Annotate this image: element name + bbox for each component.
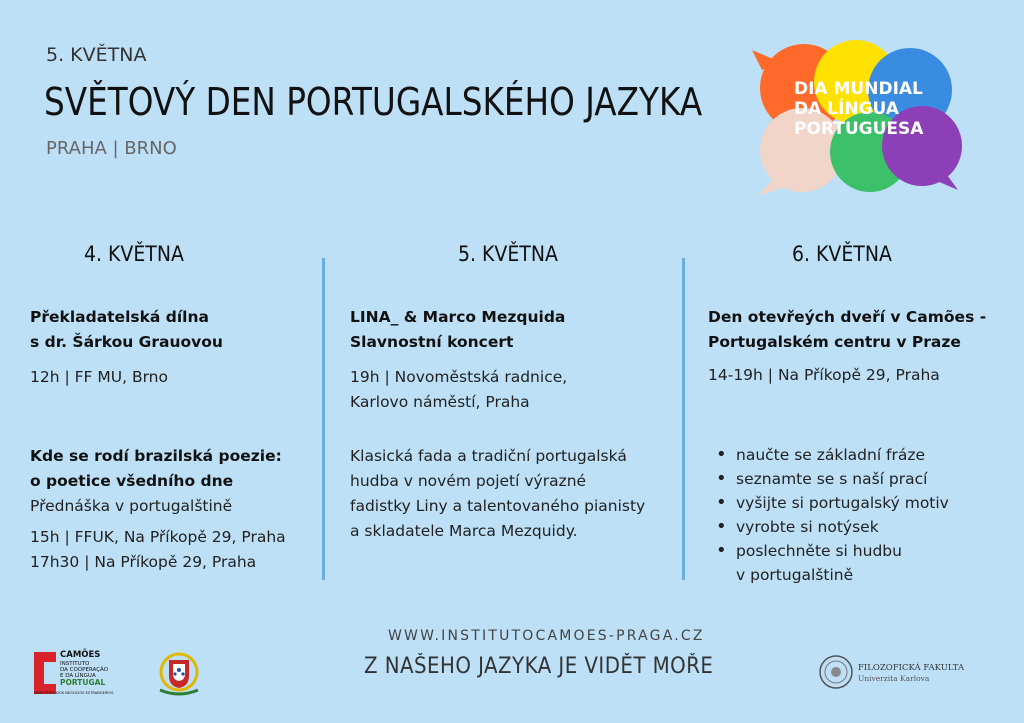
description-line: hudba v novém pojetí výrazné [350, 472, 587, 490]
event-info: 12h | FF MU, Brno [30, 368, 168, 386]
camoes-name: CAMÕES [60, 650, 101, 660]
logo-line-3: PORTUGUESA [794, 119, 924, 139]
camoes-line: E DA LÍNGUA [60, 673, 96, 679]
filozoficka-fakulta-logo [818, 652, 978, 692]
column-3-date: 6. KVĚTNA [792, 242, 892, 266]
header-cities: PRAHA | BRNO [46, 138, 177, 159]
list-item: • vyrobte si notýsek [708, 515, 949, 539]
description-line: Klasická fada a tradiční portugalská [350, 447, 627, 465]
event-title-line: Kde se rodí brazilská poezie: [30, 447, 282, 465]
event-title-line: o poetice všedního dne [30, 472, 234, 490]
dia-mundial-logo [752, 40, 966, 198]
description-line: fadistky Liny a talentovaného pianisty [350, 497, 646, 515]
list-item: • poslechněte si hudbu [708, 539, 949, 563]
ff-university: Univerzita Karlova [858, 674, 930, 683]
header-date: 5. KVĚTNA [46, 44, 147, 66]
activity-list [708, 443, 949, 587]
portugal-coat-of-arms-icon [150, 648, 208, 696]
column-3-event-1 [708, 305, 986, 388]
column-divider [682, 258, 685, 580]
list-item: • naučte se základní fráze [708, 443, 949, 467]
camoes-logo [30, 648, 142, 698]
camoes-line: INSTITUTO [60, 661, 90, 667]
logo-line-1: DIA MUNDIAL [794, 79, 923, 99]
column-divider [322, 258, 325, 580]
list-item-continuation: v portugalštině [736, 566, 854, 584]
page-title: SVĚTOVÝ DEN PORTUGALSKÉHO JAZYKA [44, 80, 703, 124]
column-2-event-1 [350, 305, 567, 415]
camoes-line: DA COOPERAÇÃO [60, 667, 109, 673]
column-2-description [350, 444, 645, 544]
event-title-line: s dr. Šárkou Grauovou [30, 333, 223, 351]
camoes-line: PORTUGAL [60, 678, 106, 687]
event-info: 17h30 | Na Příkopě 29, Praha [30, 553, 257, 571]
event-title-line: Portugalském centru v Praze [708, 333, 961, 351]
logo-line-2: DA LÍNGUA [794, 99, 899, 119]
event-subtitle: Přednáška v portugalštině [30, 497, 233, 515]
event-title-line: Slavnostní koncert [350, 333, 514, 351]
motto: Z NAŠEHO JAZYKA JE VIDĚT MOŘE [364, 654, 714, 679]
ff-name: FILOZOFICKÁ FAKULTA [858, 663, 965, 673]
event-info: Karlovo náměstí, Praha [350, 393, 530, 411]
event-info: 15h | FFUK, Na Příkopě 29, Praha [30, 528, 286, 546]
event-info: 19h | Novoměstská radnice, [350, 368, 568, 386]
description-line: a skladatele Marca Mezquidy. [350, 522, 578, 540]
event-title-line: LINA_ & Marco Mezquida [350, 308, 566, 326]
event-title-line: Den otevřeých dveří v Camões - [708, 308, 987, 326]
column-2-date: 5. KVĚTNA [458, 242, 558, 266]
event-title-line: Překladatelská dílna [30, 308, 209, 326]
column-1-event-1 [30, 305, 223, 390]
column-1-event-2 [30, 444, 286, 575]
column-1-date: 4. KVĚTNA [84, 242, 184, 266]
event-info: 14-19h | Na Příkopě 29, Praha [708, 366, 940, 384]
camoes-ministry: MINISTÉRIO DOS NEGÓCIOS ESTRANGEIROS [34, 691, 114, 695]
website-link[interactable]: WWW.INSTITUTOCAMOES-PRAGA.CZ [388, 628, 705, 644]
list-item: • vyšijte si portugalský motiv [708, 491, 949, 515]
list-item: • seznamte se s naší prací [708, 467, 949, 491]
